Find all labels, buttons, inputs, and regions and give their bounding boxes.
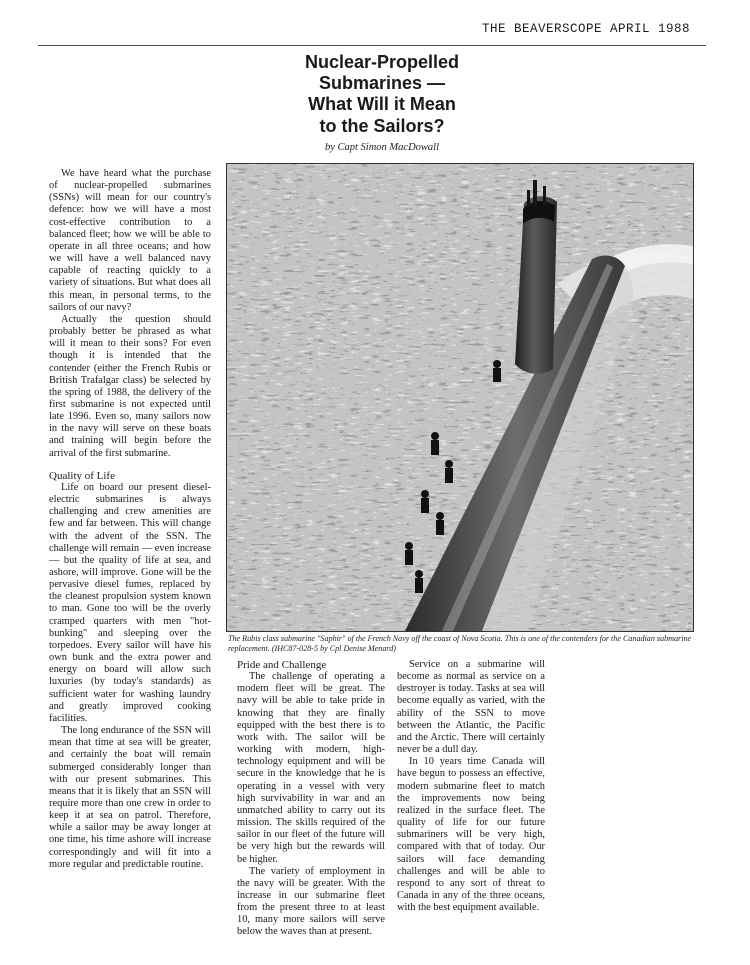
- paragraph: Life on board our present diesel-electric submarines is always challenging and crew amenities are few and far between. This will change with the advent of the SSN. The challenge will remain — even increase — but the quality of life at sea, and ashore, will improve. Gone will be the pervasive diesel fumes, replaced by the cleanest propulsion system known to man. Gone too will be the overly cramped quarters with men "hot-bunking" and sleeping over the torpedoes. Every sailor will have his own bunk and the extra power and energy on board will allow such luxuries (by today's standards) as sufficient water for washing laundry and greatly improved cooking facilities.: [49, 481, 211, 724]
- title-line: to the Sailors?: [319, 115, 445, 136]
- title-line: Submarines —: [318, 73, 446, 94]
- text-column-middle: [237, 659, 385, 939]
- paragraph: We have heard what the purchase of nuclear-propelled submarines (SSNs) will mean for our country's defence: how we will have a most cost-effective contribution to a balanced fleet; how we will be able to operate in all three oceans; and how we will have a well balanced navy capable of reacting quickly to a variety of situations. But what does all this mean, in personal terms, to the sailors of our navy?: [49, 168, 211, 313]
- article-byline: by Capt Simon MacDowall: [324, 142, 440, 153]
- title-line: Nuclear-Propelled: [304, 52, 460, 72]
- submarine-photo: [226, 163, 694, 632]
- article-title: [262, 52, 502, 137]
- section-heading-quality-of-life: Quality of Life: [49, 469, 115, 482]
- text-column-left: [49, 168, 211, 871]
- section-heading-pride-and-challenge: Pride and Challenge: [237, 659, 327, 671]
- paragraph: Service on a submarine will become as normal as service on a destroyer is today. Tasks at sea will become equally as varied, with the ability of the SSN to move between the Atlantic, the Pacific and the Arctic. There will certainly never be a dull day.: [397, 659, 545, 756]
- paragraph: The variety of employment in the navy will be greater. With the increase in our submarine fleet from the present three to at least 10, many more sailors will serve below the waves than at present.: [237, 865, 385, 938]
- photo-caption: The Rubis class submarine "Saphir" of the French Navy off the coast of Nova Scotia. This is one of the contenders for the Canadian submarine replacement. (IHC87-028-5 by Cpl Denise Menard): [228, 634, 692, 653]
- header-rule: [38, 45, 706, 46]
- paragraph: The challenge of operating a modern fleet will be great. The navy will be able to take pride in knowing that they are finally equipped with the best there is to work with. The sailor will be working with modern, high-technology equipment and will be secure in the knowledge that he is operating in a vessel with very high survivability in war and an unmatched ability to carry out its mission. The skills required of the sailor in our fleet of the future will be very high but the rewards will be higher.: [237, 671, 385, 865]
- publication-header: THE BEAVERSCOPE APRIL 1988: [481, 22, 690, 36]
- paragraph: In 10 years time Canada will have begun to possess an effective, modern submarine fleet to match the improvements now being realized in the surface fleet. The quality of life for our future submariners will be very high, compared with that of today. Our sailors will face demanding challenges and will be able to respond to any sort of threat to Canada in any of the three oceans, with the best equipment available.: [397, 756, 545, 914]
- paragraph: The long endurance of the SSN will mean that time at sea will be greater, and certainly the boat will remain submerged considerably longer than with our present submarines. This means that it is likely that an SSN will require more than one crew in order to keep it at sea on patrol. Therefore, while a sailor may be away longer at one time, his time ashore will increase correspondingly and will fit into a more regular and predictable routine.: [49, 725, 211, 870]
- title-line: What Will it Mean: [308, 94, 456, 115]
- text-column-right: [397, 659, 545, 914]
- paragraph: Actually the question should probably better be phrased as what will it mean to their sons? For even though it is intended that the contender (either the French Rubis or British Trafalgar class) be selected by the spring of 1988, the delivery of the first submarine is not expected until late 1996. Even so, many sailors now in the navy will serve on these boats and training will begin before the arrival of the first submarine.: [49, 313, 211, 459]
